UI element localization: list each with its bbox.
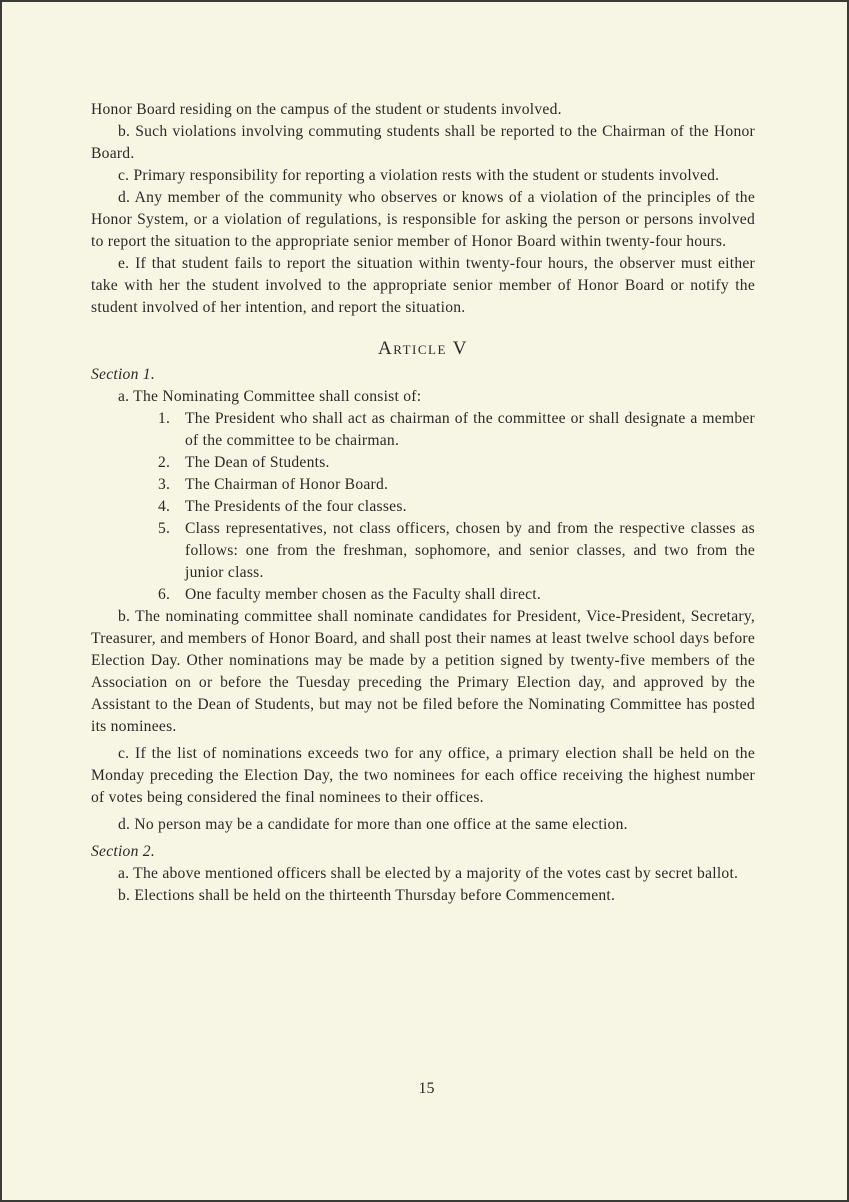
list-item-text: One faculty member chosen as the Faculty shall direct. xyxy=(185,586,542,603)
list-item-text: The President who shall act as chairman of the committee or shall designate a member of the committee to be chairman. xyxy=(185,410,755,449)
section-1-d: d. No person may be a candidate for more than one office at the same election. xyxy=(118,816,628,833)
paragraph-b: b. Such violations involving commuting students shall be reported to the Chairman of the Honor Board. xyxy=(91,123,755,162)
list-item-number: 5. xyxy=(158,520,171,537)
list-item xyxy=(158,408,755,452)
list-item-text: The Chairman of Honor Board. xyxy=(185,476,389,493)
list-item xyxy=(158,496,755,518)
paragraph-d: d. Any member of the community who observes or knows of a violation of the principles of the Honor System, or a violation of regulations, is responsible for asking the person or persons involved to report the situation to the appropriate senior member of Honor Board within twenty-four hours. xyxy=(91,189,755,250)
paragraph-e: e. If that student fails to report the situation within twenty-four hours, the observer must either take with her the student involved to the appropriate senior member of Honor Board or notify the student involved of her intention, and report the situation. xyxy=(91,255,755,316)
section-2-heading: Section 2. xyxy=(91,843,155,860)
list-item-number: 2. xyxy=(158,454,171,471)
section-1-heading: Section 1. xyxy=(91,366,155,383)
section-2-a: a. The above mentioned officers shall be elected by a majority of the votes cast by secret ballot. xyxy=(118,865,739,882)
list-item-text: The Presidents of the four classes. xyxy=(185,498,407,515)
committee-list xyxy=(158,408,755,606)
list-item-number: 6. xyxy=(158,586,171,603)
list-item-text: Class representatives, not class officers, chosen by and from the respective classes as follows: one from the freshman, sophomore, and senior classes, and two from the junior class. xyxy=(185,520,755,581)
section-2-b: b. Elections shall be held on the thirteenth Thursday before Commencement. xyxy=(118,887,616,904)
list-item xyxy=(158,452,755,474)
list-item-number: 4. xyxy=(158,498,171,515)
section-1-c: c. If the list of nominations exceeds two for any office, a primary election shall be held on the Monday preceding the Election Day, the two nominees for each office receiving the highest number of votes being considered the final nominees to their offices. xyxy=(91,745,755,806)
list-item xyxy=(158,518,755,584)
list-item-number: 1. xyxy=(158,410,171,427)
list-item xyxy=(158,474,755,496)
page-body xyxy=(91,99,755,907)
list-item-text: The Dean of Students. xyxy=(185,454,330,471)
list-item-number: 3. xyxy=(158,476,171,493)
paragraph-c: c. Primary responsibility for reporting a violation rests with the student or students involved. xyxy=(118,167,720,184)
section-1-b: b. The nominating committee shall nominate candidates for President, Vice-President, Secretary, Treasurer, and members of Honor Board, and shall post their names at least twelve school days before Election Day. Other nominations may be made by a petition signed by twenty-five members of the Association on or before the Tuesday preceding the Primary Election day, and approved by the Assistant to the Dean of Students, but may not be filed before the Nominating Committee has posted its nominees. xyxy=(91,608,755,735)
section-1-a-intro: a. The Nominating Committee shall consist of: xyxy=(118,388,422,405)
list-item xyxy=(158,584,755,606)
article-title: Article V xyxy=(377,338,469,359)
page-number: 15 xyxy=(418,1080,435,1097)
paragraph-continuation: Honor Board residing on the campus of the student or students involved. xyxy=(91,101,562,118)
